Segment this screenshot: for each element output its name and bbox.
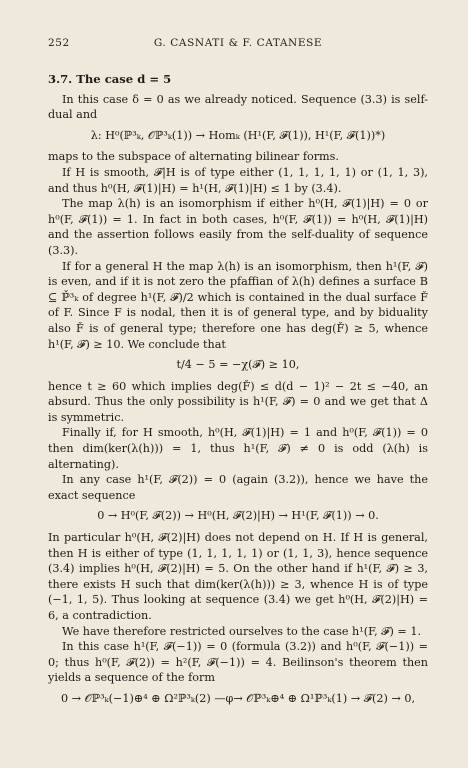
paragraph-smooth: If H is smooth, 𝓕|H is of type either (1, 1, 1, 1, 1) or (1, 1, 3), and thus h⁰(H, 𝓕(1)|H) = h¹(H, 𝓕(1)|H) ≤ 1 by (3.4).	[48, 165, 428, 195]
paragraph-alternating: maps to the subspace of alternating bilinear forms.	[48, 150, 339, 164]
equation-chi: t/4 − 5 = −χ(𝓕) ≥ 10,	[176, 358, 300, 372]
section-heading: 3.7. The case d = 5	[48, 72, 172, 86]
page-number: 252	[48, 37, 70, 49]
paragraph-beilinson: In this case h¹(F, 𝓕(−1)) = 0 (formula (3.2)) and h⁰(F, 𝓕(−1)) = 0; thus h⁰(F, 𝓕(2)) = h²(F, 𝓕(−1)) = 4. Beilinson's theorem then yields a sequence of the form	[48, 640, 428, 685]
paragraph-isomorphism: The map λ(h) is an isomorphism if either h⁰(H, 𝓕(1)|H) = 0 or h⁰(F, 𝓕(1)) = 1. In fact in both cases, h⁰(F, 𝓕(1)) = h⁰(H, 𝓕(1)|H) and the assertion follows easily from the self-duality of sequence (3.3).	[48, 197, 428, 257]
equation-lambda: λ: H⁰(ℙ³ₖ, 𝒪ℙ³ₖ(1)) → Homₖ (H¹(F, 𝓕(1)), H¹(F, 𝓕(1))*)	[90, 128, 386, 142]
paragraph-finally: Finally if, for H smooth, h⁰(H, 𝓕(1)|H) = 1 and h⁰(F, 𝓕(1)) = 0 then dim(ker(λ(h))) = 1, thus h¹(F, 𝓕) ≠ 0 is odd (λ(h) is alternating).	[48, 426, 428, 471]
paragraph-general-h: If for a general H the map λ(h) is an isomorphism, then h¹(F, 𝓕) is even, and if it is not zero the pfaffian of λ(h) defines a surface B ⊆ ℙ̌³ₖ of degree h¹(F, 𝓕)/2 which is contained in the dual surface F̌ of F. Since F is nodal, then it is of general type, and by biduality also F̌ is of general type; therefore one has deg(F̌) ≥ 5, whence h¹(F, 𝓕) ≥ 10. We conclude that	[48, 259, 428, 351]
paragraph-in-particular: In particular h⁰(H, 𝓕(2)|H) does not depend on H. If H is general, then H is either of type (1, 1, 1, 1, 1) or (1, 1, 3), hence sequence (3.4) implies h⁰(H, 𝓕(2)|H) = 5. On the other hand if h¹(F, 𝓕) ≥ 3, there exists H such that dim(ker(λ(h))) ≥ 3, whence H is of type (−1, 1, 5). Thus looking at sequence (3.4) we get h⁰(H, 𝓕(2)|H) = 6, a contradiction.	[48, 531, 428, 622]
equation-exact-sequence: 0 → H⁰(F, 𝓕(2)) → H⁰(H, 𝓕(2)|H) → H¹(F, 𝓕(1)) → 0.	[97, 509, 379, 523]
running-title: G. CASNATI & F. CATANESE	[153, 37, 323, 49]
paragraph-restricted: We have therefore restricted ourselves to the case h¹(F, 𝓕) = 1.	[62, 624, 422, 638]
paragraph-any-case: In any case h¹(F, 𝓕(2)) = 0 (again (3.2)), hence we have the exact sequence	[48, 473, 428, 502]
paragraph-absurd: hence t ≥ 60 which implies deg(F̌) ≤ d(d − 1)² − 2t ≤ −40, an absurd. Thus the only possibility is h¹(F, 𝓕) = 0 and we get that Δ is symmetric.	[48, 379, 428, 424]
equation-beilinson: 0 → 𝒪ℙ³ₖ(−1)⊕⁴ ⊕ Ω²ℙ³ₖ(2) —φ→ 𝒪ℙ³ₖ⊕⁴ ⊕ Ω¹ℙ³ₖ(1) → 𝓕(2) → 0,	[61, 691, 415, 705]
page-header	[48, 36, 428, 52]
paragraph-intro: In this case δ = 0 as we already noticed. Sequence (3.3) is self-dual and	[48, 92, 428, 122]
